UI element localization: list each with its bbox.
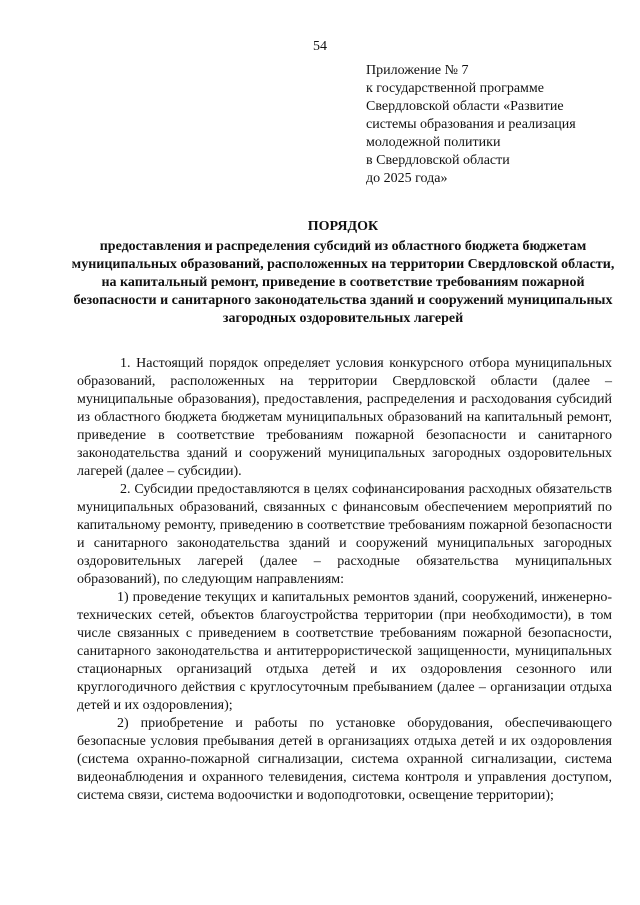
- document-body: [77, 355, 612, 805]
- document-subtitle: предоставления и распределения субсидий из областного бюджета бюджетам муниципальных образований, расположенных на территории Свердловской области, на капитальный ремонт, приведение в соответствие требованиям пожарной безопасности и санитарного законодательства зданий и сооружений муниципальных загородных оздоровительных лагерей: [71, 239, 615, 326]
- paragraph-item-1: 1) проведение текущих и капитальных ремонтов зданий, сооружений, инженерно-технических сетей, объектов благоустройства территории (при необходимости), в том числе связанных с приведением в соответствие требованиям пожарной безопасности, санитарного законодательства и антитеррористической защищенности, муниципальных стационарных организаций отдыха детей и их оздоровления сезонного или круглогодичного действия с круглосуточным пребыванием (далее – организации отдыха детей и их оздоровления);: [77, 590, 612, 713]
- appendix-line: к государственной программе: [366, 81, 544, 96]
- appendix-line: молодежной политики: [366, 135, 501, 150]
- appendix-block: [366, 62, 626, 188]
- appendix-line: Приложение № 7: [366, 63, 469, 78]
- document-heading: [70, 218, 616, 328]
- appendix-line: в Свердловской области: [366, 153, 510, 168]
- paragraph-2: 2. Субсидии предоставляются в целях софинансирования расходных обязательств муниципальных образований, связанных с финансовым обеспечением мероприятий по капитальному ремонту, приведению в соответствие требованиям пожарной безопасности и санитарного законодательства зданий и сооружений муниципальных загородных оздоровительных лагерей (далее – расходные обязательства муниципальных образований), по следующим направлениям:: [77, 482, 612, 587]
- appendix-line: Свердловской области «Развитие: [366, 99, 564, 114]
- paragraph-item-2: 2) приобретение и работы по установке оборудования, обеспечивающего безопасные условия пребывания детей в организациях отдыха детей и их оздоровления (система охранно-пожарной сигнализации, система охранной сигнализации, система видеонаблюдения и охранного телевидения, система контроля и управления доступом, система связи, система водоочистки и водоподготовки, освещение территории);: [77, 716, 612, 803]
- paragraph-1: 1. Настоящий порядок определяет условия конкурсного отбора муниципальных образований, расположенных на территории Свердловской области (далее – муниципальные образования), предоставления, распределения и расходования субсидий из областного бюджета бюджетам муниципальных образований на капитальный ремонт, приведение в соответствие требованиям пожарной безопасности и санитарного законодательства зданий и сооружений муниципальных загородных оздоровительных лагерей (далее – субсидии).: [77, 356, 612, 479]
- appendix-line: до 2025 года»: [366, 171, 448, 186]
- document-title: ПОРЯДОК: [307, 219, 379, 234]
- page-number: 54: [313, 39, 327, 54]
- appendix-line: системы образования и реализация: [366, 117, 576, 132]
